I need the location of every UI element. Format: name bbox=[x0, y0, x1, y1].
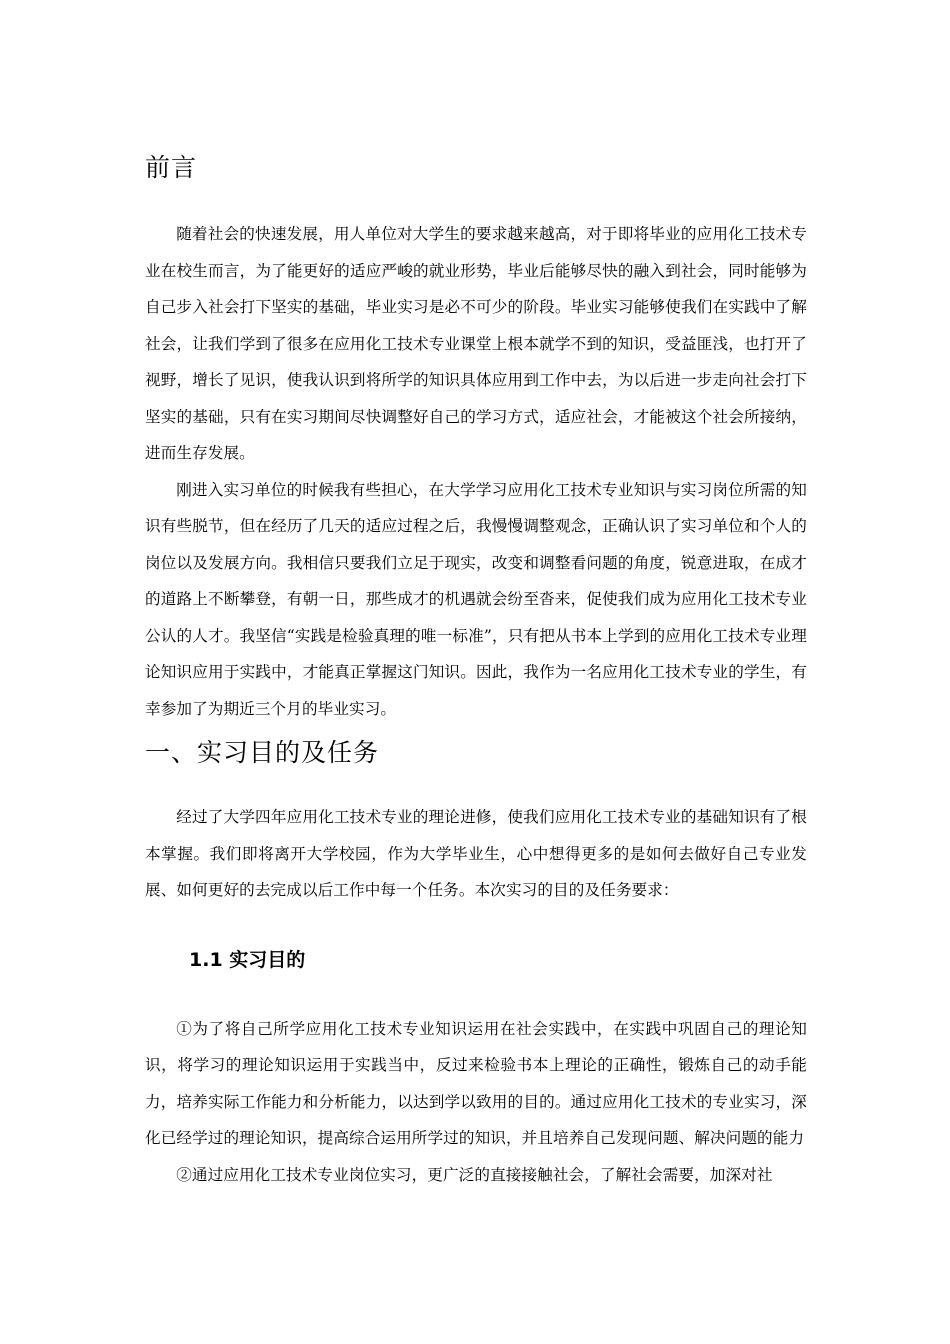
document-body bbox=[145, 148, 807, 1193]
preface-title: 前言 bbox=[145, 153, 198, 182]
preface-paragraph-2: 刚进入实习单位的时候我有些担心，在大学学习应用化工技术专业知识与实习岗位所需的知识有些脱节，但在经历了几天的适应过程之后，我慢慢调整观念，正确认识了实习单位和个人的岗位以及发展方向。我相信只要我们立足于现实，改变和调整看问题的角度，锐意进取，在成才的道路上不断攀登，有朝一日，那些成才的机遇就会纷至沓来，促使我们成为应用化工技术专业公认的人才。我坚信“实践是检验真理的唯一标准”，只有把从书本上学到的应用化工技术专业理论知识应用于实践中，才能真正掌握这门知识。因此，我作为一名应用化工技术专业的学生，有幸参加了为期近三个月的毕业实习。 bbox=[145, 480, 807, 718]
section-1-title: 一、实习目的及任务 bbox=[145, 738, 380, 767]
preface-paragraph-1: 随着社会的快速发展，用人单位对大学生的要求越来越高，对于即将毕业的应用化工技术专业在校生而言，为了能更好的适应严峻的就业形势，毕业后能够尽快的融入到社会，同时能够为自己步入社会打下坚实的基础，毕业实习是必不可少的阶段。毕业实习能够使我们在实践中了解社会，让我们学到了很多在应用化工技术专业课堂上根本就学不到的知识，受益匪浅，也打开了视野，增长了见识，使我认识到将所学的知识具体应用到工作中去，为以后进一步走向社会打下坚实的基础，只有在实习期间尽快调整好自己的学习方式，适应社会，才能被这个社会所接纳，进而生存发展。 bbox=[145, 225, 807, 462]
subsection-1-1-paragraph-2: ②通过应用化工技术专业岗位实习，更广泛的直接接触社会，了解社会需要，加深对社 bbox=[176, 1165, 773, 1184]
subsection-1-1-paragraph-1: ①为了将自己所学应用化工技术专业知识运用在社会实践中，在实践中巩固自己的理论知识，将学习的理论知识运用于实践当中，反过来检验书本上理论的正确性，锻炼自己的动手能力，培养实际工作能力和分析能力，以达到学以致用的目的。通过应用化工技术的专业实习，深化已经学过的理论知识，提高综合运用所学过的知识，并且培养自己发现问题、解决问题的能力 bbox=[145, 1019, 807, 1147]
section-1-paragraph-1: 经过了大学四年应用化工技术专业的理论进修，使我们应用化工技术专业的基础知识有了根本掌握。我们即将离开大学校园，作为大学毕业生，心中想得更多的是如何去做好自己专业发展、如何更好的去完成以后工作中每一个任务。本次实习的目的及任务要求： bbox=[145, 808, 807, 899]
subsection-1-1-title: 1.1 实习目的 bbox=[189, 948, 306, 971]
